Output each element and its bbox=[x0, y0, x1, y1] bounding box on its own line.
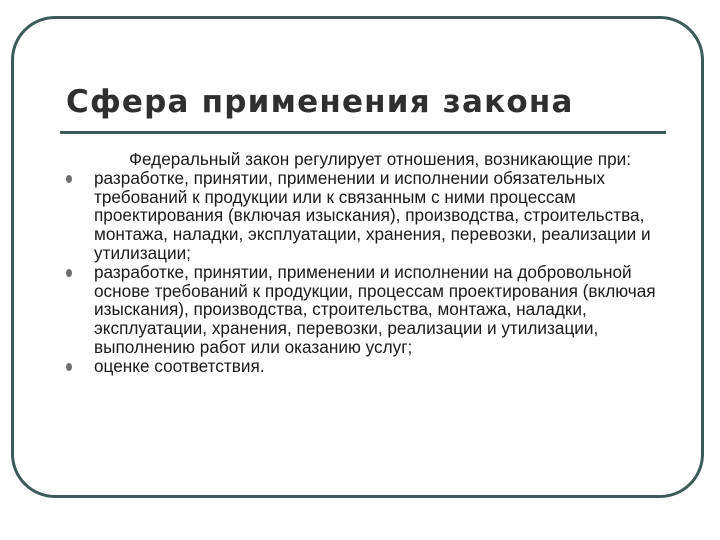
list-item bbox=[60, 263, 666, 357]
intro-text: Федеральный закон регулирует отношения, возникающие при: bbox=[128, 149, 632, 169]
title-divider bbox=[60, 131, 666, 134]
bullet-text: оценке соответствия. bbox=[94, 355, 265, 376]
bullet-text: разработке, принятии, применении и исполнении на добровольной основе требований к продукции, процессам проектирования (включая изыскания), производства, строительства, монтажа, наладки, эксплуатации, хранения, перевозки, реализации и утилизации, выполнению работ или оказанию услуг; bbox=[94, 261, 656, 357]
list-item bbox=[60, 169, 666, 263]
bullet-dot-icon bbox=[66, 363, 72, 371]
bullet-list bbox=[60, 169, 666, 376]
bullet-dot-icon bbox=[66, 175, 72, 183]
bullet-dot-icon bbox=[66, 269, 72, 277]
slide-title: Сфера применения закона bbox=[66, 84, 574, 120]
list-item bbox=[60, 357, 666, 376]
bullet-text: разработке, принятии, применении и исполнении обязательных требований к продукции или к связанным с ними процессам проектирования (включая изыскания), производства, строительства, монтажа, наладки, эксплуатации, хранения, перевозки, реализации и утилизации; bbox=[94, 167, 651, 263]
slide-content bbox=[60, 150, 666, 376]
